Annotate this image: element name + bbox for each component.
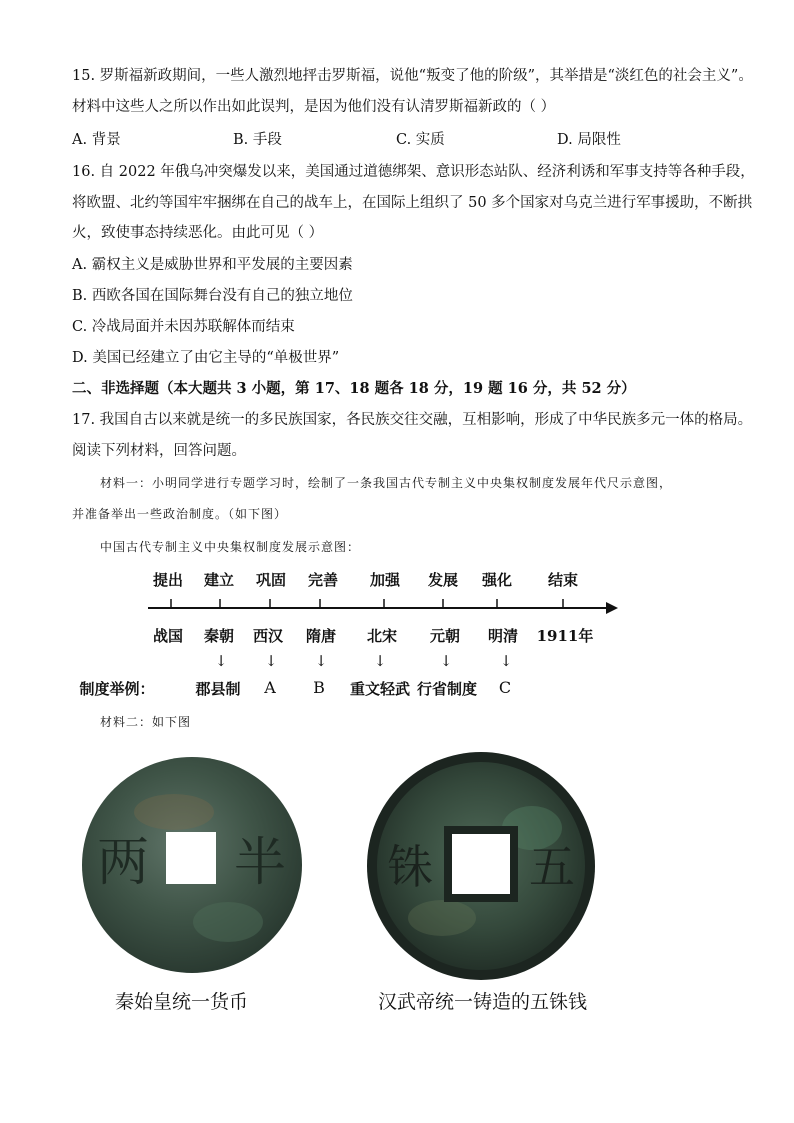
coin1-glyph-left: 两 <box>96 833 150 893</box>
stage-label: 结束 <box>547 571 579 589</box>
stage-label: 巩固 <box>255 571 287 589</box>
example-item: A <box>264 678 276 697</box>
q16-option-d[interactable]: D. 美国已经建立了由它主导的“单极世界” <box>72 350 340 366</box>
q17-stem-line2: 阅读下列材料，回答问题。 <box>72 443 246 459</box>
q15-stem-line1: 15. 罗斯福新政期间，一些人激烈地抨击罗斯福，说他“叛变了他的阶级”，其举措是“淡红色的社会主义”。 <box>72 68 753 84</box>
q16-stem-line3: 火，致使事态持续恶化。由此可见（ ） <box>72 225 324 241</box>
down-arrow-icon: ↓ <box>264 652 278 670</box>
material2-label: 材料二：如下图 <box>100 715 192 729</box>
down-arrow-icon: ↓ <box>214 652 228 670</box>
stage-label: 加强 <box>369 571 401 589</box>
q16-stem-line1: 16. 自 2022 年俄乌冲突爆发以来，美国通过道德绑架、意识形态站队、经济利诱和军事支持等各种手段， <box>72 164 755 180</box>
example-item: C <box>498 678 512 697</box>
period-label: 秦朝 <box>203 627 235 645</box>
down-arrow-icon: ↓ <box>314 652 328 670</box>
example-label: 制度举例： <box>79 680 155 698</box>
q16-option-c[interactable]: C. 冷战局面并未因苏联解体而结束 <box>72 319 295 335</box>
coin1-glyph-right: 半 <box>233 833 287 893</box>
stage-label: 强化 <box>481 571 513 589</box>
down-arrow-icon: ↓ <box>499 652 513 670</box>
stage-label: 发展 <box>427 571 459 589</box>
q15-option-a[interactable]: A. 背景 <box>72 132 121 148</box>
stage-label: 提出 <box>152 571 184 589</box>
example-item: 郡县制 <box>195 680 241 698</box>
period-label: 元朝 <box>429 627 461 645</box>
coin2-glyph-left: 铢 <box>387 840 433 894</box>
banliang-coin-image <box>78 752 306 982</box>
period-label: 隋唐 <box>305 627 337 645</box>
stage-label: 完善 <box>307 571 339 589</box>
q16-stem-line2: 将欧盟、北约等国牢牢捆绑在自己的战车上，在国际上组织了 50 多个国家对乌克兰进行军事援助，不断拱 <box>72 195 753 211</box>
q15-option-b[interactable]: B. 手段 <box>233 132 282 148</box>
period-label: 北宋 <box>366 627 398 645</box>
coin2-caption: 汉武帝统一铸造的五铢钱 <box>378 991 588 1013</box>
period-label: 1911年 <box>536 627 594 645</box>
period-label: 西汉 <box>252 627 284 645</box>
q17-stem-line1: 17. 我国自古以来就是统一的多民族国家，各民族交往交融，互相影响，形成了中华民族多元一体的格局。 <box>72 412 753 428</box>
example-item: B <box>313 678 325 697</box>
down-arrow-icon: ↓ <box>439 652 453 670</box>
timeline-axis <box>140 596 620 620</box>
q15-option-d[interactable]: D. 局限性 <box>557 132 621 148</box>
example-item: 行省制度 <box>416 680 478 698</box>
q15-option-c[interactable]: C. 实质 <box>396 132 445 148</box>
period-label: 战国 <box>152 627 184 645</box>
coin2-glyph-right: 五 <box>529 840 575 894</box>
coin1-caption: 秦始皇统一货币 <box>115 991 249 1013</box>
material1-line2: 并准备举出一些政治制度。（如下图） <box>72 507 288 521</box>
q16-option-a[interactable]: A. 霸权主义是威胁世界和平发展的主要因素 <box>72 257 353 273</box>
diagram-title: 中国古代专制主义中央集权制度发展示意图： <box>100 540 361 554</box>
period-label: 明清 <box>487 627 519 645</box>
q16-option-b[interactable]: B. 西欧各国在国际舞台没有自己的独立地位 <box>72 288 353 304</box>
wuzhu-coin-image <box>362 748 600 988</box>
q15-stem-line2: 材料中这些人之所以作出如此误判，是因为他们没有认清罗斯福新政的（ ） <box>72 99 556 115</box>
example-item: 重文轻武 <box>349 680 411 698</box>
down-arrow-icon: ↓ <box>373 652 387 670</box>
section-heading: 二、非选择题（本大题共 3 小题，第 17、18 题各 18 分，19 题 16 分，共 52 分） <box>72 380 636 397</box>
stage-label: 建立 <box>203 571 235 589</box>
material1-line1: 材料一：小明同学进行专题学习时，绘制了一条我国古代专制主义中央集权制度发展年代尺示意图， <box>100 476 673 490</box>
